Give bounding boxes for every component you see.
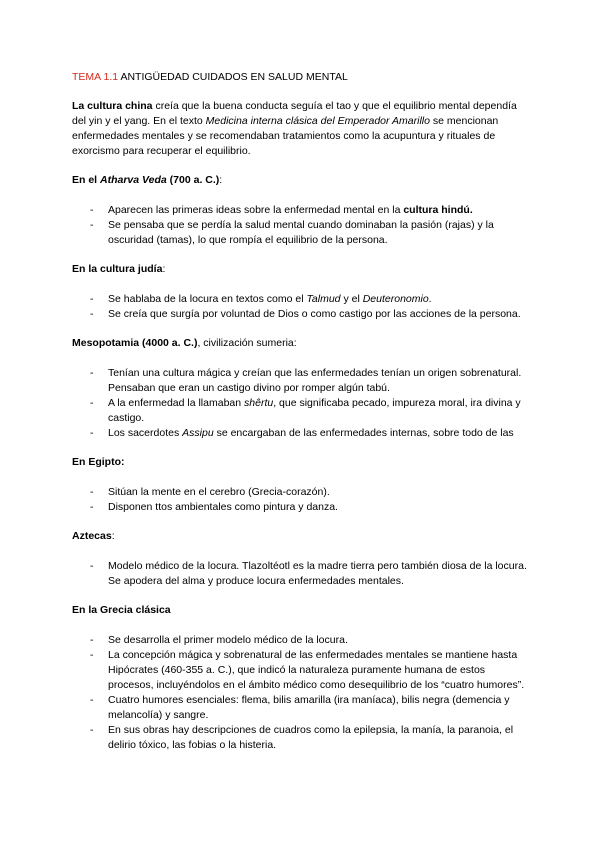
list-grecia [72, 633, 532, 753]
list-item [72, 426, 532, 441]
item-text: Sitúan la mente en el cerebro (Grecia-corazón). [108, 486, 330, 498]
item-text: Disponen ttos ambientales como pintura y danza. [108, 501, 338, 513]
list-aztecas [72, 559, 532, 589]
list-item [72, 485, 532, 500]
item-italic: Talmud [306, 293, 341, 305]
item-text: Aparecen las primeras ideas sobre la enfermedad mental en la [108, 204, 404, 216]
section-heading-egipto [72, 455, 532, 470]
item-text: y el [340, 293, 363, 305]
list-egipto [72, 485, 532, 515]
bullet-dash: - [90, 367, 94, 379]
heading-italic: Atharva Veda [100, 174, 167, 186]
title-number: TEMA 1.1 [72, 71, 119, 83]
list-item [72, 396, 532, 426]
section-heading-aztecas [72, 529, 532, 544]
heading-colon: : [162, 263, 166, 275]
bullet-dash: - [90, 293, 94, 305]
item-text: Se hablaba de la locura en textos como el [108, 293, 307, 305]
item-text: Se desarrolla el primer modelo médico de la locura. [108, 634, 348, 646]
list-item [72, 693, 532, 723]
bullet-dash: - [90, 308, 94, 320]
list-item [72, 292, 532, 307]
list-item [72, 648, 532, 693]
bullet-dash: - [90, 560, 94, 572]
item-italic: shêrtu [244, 397, 274, 409]
document-title [72, 70, 532, 85]
heading-part: (700 a. C.) [166, 174, 220, 186]
item-text: . [428, 293, 432, 305]
item-text: Cuatro humores esenciales: flema, bilis amarilla (ira maníaca), bilis negra (demencia y melancolía) y sangre. [108, 694, 510, 721]
intro-text-2: se mencionan enfermedades mentales y se recomendaban tratamientos como la acupuntura y rituales de exorcismo para recuperar el equilibrio. [72, 115, 499, 157]
list-item [72, 559, 532, 589]
heading-text: , civilización sumeria: [197, 337, 297, 349]
item-text: , que significaba pecado, impureza moral, ira divina y castigo. [108, 397, 521, 424]
list-item [72, 307, 532, 322]
list-mesopotamia [72, 366, 532, 441]
item-text: Se creía que surgía por voluntad de Dios o como castigo por las acciones de la persona. [108, 308, 521, 320]
bullet-dash: - [90, 204, 94, 216]
intro-paragraph [72, 99, 532, 159]
intro-text-1: creía que la buena conducta seguía el tao y que el equilibrio mental dependía del yin y el yang. En el texto [72, 100, 517, 127]
heading-bold: Aztecas [72, 530, 112, 542]
item-text: Los sacerdotes [108, 427, 183, 439]
bullet-dash: - [90, 634, 94, 646]
list-judia [72, 292, 532, 322]
item-text: se encargaban de las enfermedades internas, sobre todo de las [213, 427, 514, 439]
bullet-dash: - [90, 694, 94, 706]
item-bold: cultura hindú. [403, 204, 473, 216]
item-italic: Assipu [182, 427, 214, 439]
list-atharva [72, 203, 532, 248]
heading-bold: Mesopotamia (4000 a. C.) [72, 337, 198, 349]
item-text: La concepción mágica y sobrenatural de las enfermedades mentales se mantiene hasta Hipócrates (460-355 a. C.), que indicó la naturaleza puramente humana de estos procesos, incluyéndolos en el ámbito médico como desequilibrio de los “cuatro humores”. [108, 649, 525, 691]
intro-italic: Medicina interna clásica del Emperador Amarillo [205, 115, 430, 127]
section-heading-grecia [72, 603, 532, 618]
intro-bold: La cultura china [72, 100, 153, 112]
section-heading-judia [72, 262, 532, 277]
bullet-dash: - [90, 397, 94, 409]
item-italic: Deuteronomio [362, 293, 429, 305]
heading-bold: En Egipto: [72, 456, 125, 468]
list-item [72, 500, 532, 515]
bullet-dash: - [90, 427, 94, 439]
list-item [72, 723, 532, 753]
list-item [72, 218, 532, 248]
heading-colon: : [111, 530, 115, 542]
bullet-dash: - [90, 501, 94, 513]
bullet-dash: - [90, 486, 94, 498]
heading-bold: En la cultura judía [72, 263, 163, 275]
item-text: A la enfermedad la llamaban [108, 397, 245, 409]
section-heading-mesopotamia [72, 336, 532, 351]
title-text: ANTIGÜEDAD CUIDADOS EN SALUD MENTAL [120, 71, 348, 83]
list-item [72, 366, 532, 396]
list-item [72, 633, 532, 648]
bullet-dash: - [90, 724, 94, 736]
list-item [72, 203, 532, 218]
bullet-dash: - [90, 219, 94, 231]
item-text: Se pensaba que se perdía la salud mental cuando dominaban la pasión (rajas) y la oscuridad (tamas), lo que rompía el equilibrio de la persona. [108, 219, 494, 246]
item-text: Modelo médico de la locura. Tlazoltéotl es la madre tierra pero también diosa de la locura. Se apodera del alma y produce locura enfermedades mentales. [108, 560, 527, 587]
document-content [72, 70, 532, 767]
heading-colon: : [219, 174, 223, 186]
section-heading-atharva [72, 173, 532, 188]
heading-bold: En la Grecia clásica [72, 604, 171, 616]
item-text: Tenían una cultura mágica y creían que las enfermedades tenían un origen sobrenatural. Pensaban que eran un castigo divino por romper algún tabú. [108, 367, 522, 394]
heading-part: En el [72, 174, 101, 186]
bullet-dash: - [90, 649, 94, 661]
item-text: En sus obras hay descripciones de cuadros como la epilepsia, la manía, la paranoia, el delirio tóxico, las fobias o la histeria. [108, 724, 514, 751]
